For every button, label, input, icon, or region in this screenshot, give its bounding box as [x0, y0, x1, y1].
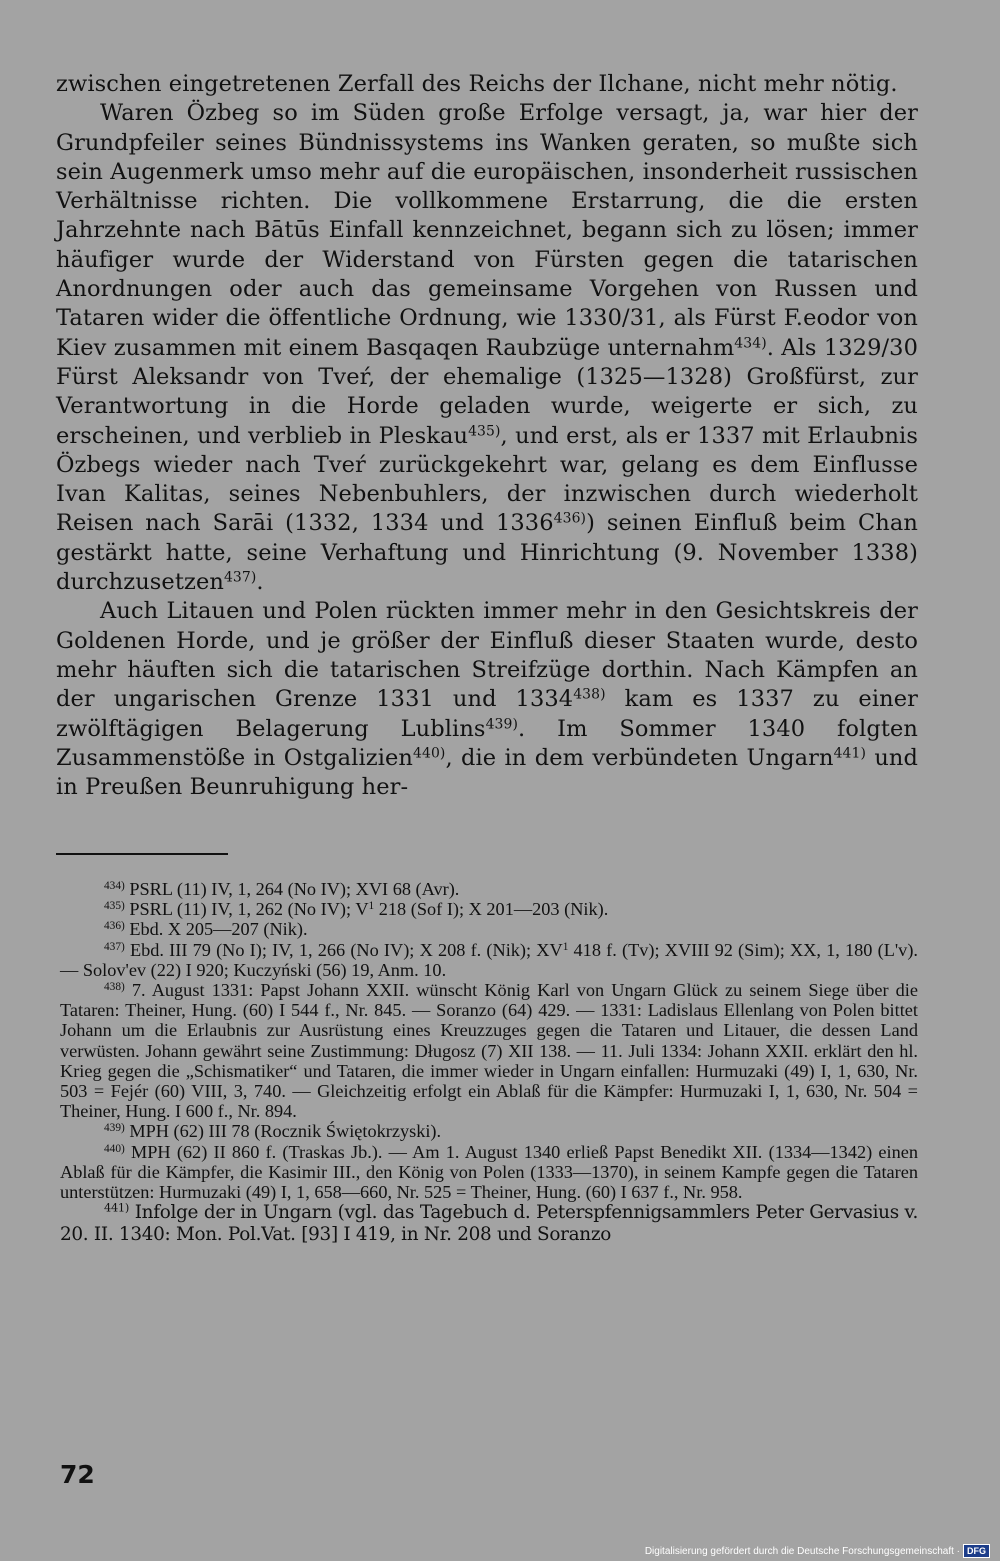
- paragraph: zwischen eingetretenen Zerfall des Reichs der Ilchane, nicht mehr nötig.: [56, 71, 898, 97]
- footnotes: [60, 879, 918, 1246]
- main-text: [56, 70, 918, 802]
- credit-text: Digitalisierung gefördert durch die Deutsche Forschungsgemeinschaft ·: [644, 1545, 960, 1557]
- footnote-ref: 441): [833, 745, 867, 762]
- footnote-ref: 436): [553, 510, 587, 527]
- footnote-ref: 439): [485, 715, 519, 732]
- footnote-ref: 440): [413, 745, 446, 762]
- footnote-divider: [56, 853, 228, 855]
- footnote-ref: 435): [468, 422, 501, 439]
- paragraph: Auch Litauen und Polen rückten immer mehr in den Gesichtskreis der Goldenen Horde, und je größer der Einfluß dieser Staaten wurde, desto mehr häuften sich die tatarischen Streifzüge dorthin. Nach Kämpfen an der ungarischen Grenze 1331 und 1334$^{438)}$ kam es 1337 zu einer zwölftägigen Belagerung Lublins$^{439)}$. Im Sommer 1340 folgten Zusammenstöße in Ostgalizien$^{440)}$, die in dem verbündeten Ungarn$^{441)}$ und in Preußen Beunruhigung her-: [56, 598, 919, 801]
- dfg-logo-icon: DFG: [963, 1544, 990, 1558]
- footnote-435: $^{435)}$ PSRL (11) IV, 1, 262 (No IV); $V^1$ 218 (Sof I); X 201—203 (Nik).: [104, 899, 609, 920]
- footnote-441: $^{441)}$ Infolge der in Ungarn (vgl. das Tagebuch d. Peterspfennigsammlers Peter Gervasius v. 20. II. 1340: Mon. Pol.Vat. [93] I 419, in Nr. 208 und Soranzo: [60, 1200, 918, 1246]
- footnote-436: $^{436)}$ Ebd. X 205—207 (Nik).: [104, 919, 308, 940]
- footnote-ref: 438): [573, 686, 606, 703]
- footnote-ref: 437): [223, 569, 257, 586]
- footnote-440: $^{440)}$ MPH (62) II 860 f. (Traskas Jb.). — Am 1. August 1340 erließ Papst Benedikt XII. (1334—1342) einen Ablaß für die Kämpfer, die Kasimir III., den König von Polen (1333—1370), in seinem Kampfe gegen die Tataren unterstützen: Hurmuzaki (49) I, 1, 658—660, Nr. 525 = Theiner, Hung. (60) I 637 f., Nr. 958.: [60, 1141, 918, 1203]
- footnote-437: $^{437)}$ Ebd. III 79 (No I); IV, 1, 266 (No IV); X 208 f. (Nik); $XV^1$ 418 f. (Tv); XVIII 92 (Sim); XX, 1, 180 (L'v). — Solov'ev (22) I 920; Kuczyński (56) 19, Anm. 10.: [60, 939, 918, 980]
- paragraph: Waren Özbeg so im Süden große Erfolge versagt, ja, war hier der Grundpfeiler seines Bündnissystems ins Wanken geraten, so mußte sich sein Augenmerk umso mehr auf die europäischen, insonderheit russischen Verhältnisse richten. Die vollkommene Erstarrung, die die ersten Jahrzehnte nach Bātūs Einfall kennzeichnet, begann sich zu lösen; immer häufiger wurde der Widerstand von Fürsten gegen die tatarischen Anordnungen oder auch das gemeinsame Vorgehen von Russen und Tataren wider die öffentliche Ordnung, wie 1330/31, als Fürst F.eodor von Kiev zusammen mit einem Basqaqen Raubzüge unternahm$^{434)}$. Als 1329/30 Fürst Aleksandr von Tveŕ, der ehemalige (1325—1328) Großfürst, zur Verantwortung in die Horde geladen wurde, weigerte er sich, zu erscheinen, und verblieb in Pleskau$^{435)}$, und erst, als er 1337 mit Erlaubnis Özbegs wieder nach Tveŕ zurückgekehrt war, gelang es dem Einflusse Ivan Kalitas, seines Nebenbuhlers, der inzwischen durch wiederholt Reisen nach Sarāi (1332, 1334 und 1336$^{436)}$) seinen Einfluß beim Chan gestärkt hatte, seine Verhaftung und Hinrichtung (9. November 1338) durchzusetzen$^{437)}$.: [56, 100, 919, 596]
- footnote-439: $^{439)}$ MPH (62) III 78 (Rocznik Świętokrzyski).: [104, 1121, 442, 1142]
- footnote-438: $^{438)}$ 7. August 1331: Papst Johann XXII. wünscht König Karl von Ungarn Glück zu seinem Siege über die Tataren: Theiner, Hung. (60) I 544 f., Nr. 845. — Soranzo (64) 429. — 1331: Ladislaus Ellenlang von Polen bittet Johann um die Erlaubnis zur Ausrüstung eines Kreuzzuges gegen die Tataren und Litauer, die dessen Land verwüsten. Johann gewährt seine Zustimmung: Długosz (7) XII 138. — 11. Juli 1334: Johann XXII. erklärt den hl. Krieg gegen die „Schismatiker“ und Tataren, die immer wieder in Ungarn einfallen: Hurmuzaki (49) I, 1, 630, Nr. 503 = Fejér (60) VIII, 3, 740. — Gleichzeitig erfolgt ein Ablaß für die Kämpfer: Hurmuzaki I, 1, 630, Nr. 504 = Theiner, Hung. I 600 f., Nr. 894.: [60, 980, 918, 1122]
- page-number: 72: [60, 1460, 95, 1489]
- footnote-434: $^{434)}$ PSRL (11) IV, 1, 264 (No IV); XVI 68 (Avr).: [104, 879, 460, 899]
- footnote-ref: 434): [734, 335, 767, 351]
- digitization-credit: [645, 1544, 990, 1558]
